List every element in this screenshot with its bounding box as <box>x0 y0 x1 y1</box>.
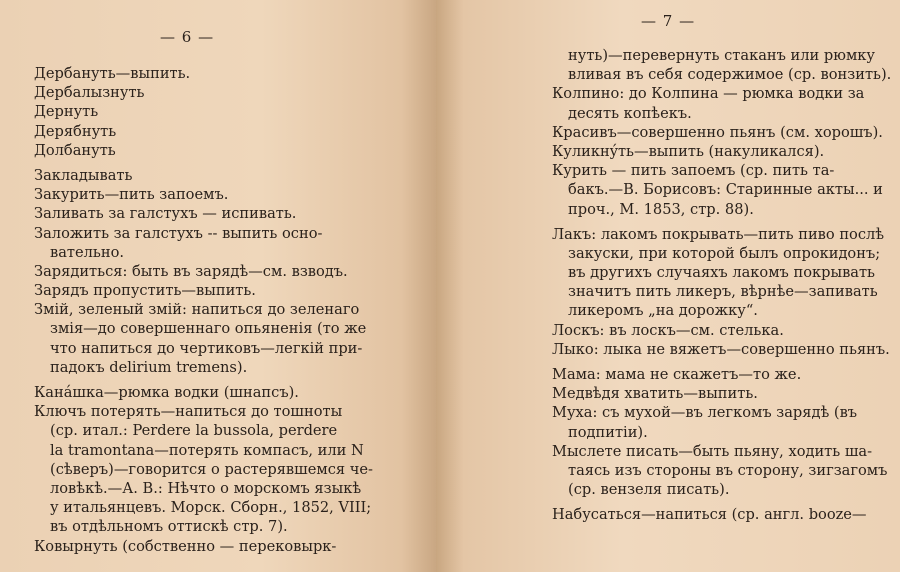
page-text <box>34 64 432 556</box>
text-line: Лакъ: лакомъ покрывать—пить пиво послѣ <box>552 225 885 243</box>
text-line: Долбануть <box>34 141 116 159</box>
text-line: Канáшка—рюмка водки (шнапсъ). <box>34 384 299 401</box>
text-line: Закурить—пить запоемъ. <box>34 186 229 204</box>
text-line: змiя—до совершеннаго опьяненiя (то же <box>50 320 367 338</box>
text-line: Зарядъ пропустить—выпить. <box>34 282 256 300</box>
text-line: что напиться до чертиковъ—легкiй при- <box>50 339 363 357</box>
text-line: Закладывать <box>34 166 133 184</box>
text-line: десять копѣекъ. <box>568 104 692 122</box>
left-page <box>0 0 436 572</box>
text-line: значитъ пить ликеръ, вѣрнѣе—запивать <box>568 283 878 301</box>
page-number: — 7 — <box>641 12 696 30</box>
text-line: подпитiи). <box>568 423 648 441</box>
text-line: Змiй, зеленый змiй: напиться до зеленаго <box>34 301 360 319</box>
text-line: la tramontana—потерять компасъ, или N <box>50 441 364 459</box>
text-line: Заложить за галстухъ -- выпить осно- <box>34 224 323 242</box>
text-line: Лыко: лыка не вяжетъ—совершенно пьянъ. <box>552 340 890 358</box>
text-line: бакъ.—В. Борисовъ: Старинные акты... и <box>568 181 883 199</box>
text-line: (ср. итал.: Perdere la bussola, perdere <box>50 422 338 440</box>
text-line: нуть)—перевернуть стаканъ или рюмку <box>568 47 876 64</box>
text-line: Набусаться—напиться (ср. англ. booze— <box>552 506 867 524</box>
page-text <box>552 46 900 525</box>
text-line: ликеромъ „на дорожку“. <box>568 302 758 320</box>
text-line: Медвѣдя хватить—выпить. <box>552 385 758 403</box>
text-line: Дербануть—выпить. <box>34 65 191 82</box>
text-line: закуски, при которой былъ опрокидонъ; <box>568 244 881 262</box>
text-line: (ср. вензеля писать). <box>568 481 730 499</box>
text-line: (сѣверъ)—говорится о растерявшемся че- <box>50 460 373 478</box>
text-line: вливая въ себя содержимое (ср. вонзить). <box>568 66 892 84</box>
text-line: Курить — пить запоемъ (ср. пить та- <box>552 162 835 180</box>
text-line: падокъ delirium tremens). <box>50 358 248 376</box>
text-line: Заливать за галстухъ — испивать. <box>34 205 297 223</box>
text-line: Ковырнуть (собственно — перековырк- <box>34 537 337 555</box>
text-line: въ отдѣльномъ оттискѣ стр. 7). <box>50 518 288 536</box>
text-line: проч., М. 1853, стр. 88). <box>568 200 754 218</box>
text-line: Дербалызнуть <box>34 84 145 102</box>
text-line: ловѣкѣ.—А. В.: Нѣчто о морскомъ языкѣ <box>50 479 362 497</box>
text-line: Дерябнуть <box>34 122 117 140</box>
text-line: Муха: съ мухой—въ легкомъ зарядѣ (въ <box>552 404 858 422</box>
text-line: Мыслете писать—быть пьяну, ходить ша- <box>552 442 873 460</box>
text-line: Зарядиться: быть въ зарядѣ—см. взводъ. <box>34 262 348 280</box>
text-line: у итальянцевъ. Морск. Сборн., 1852, VIII; <box>50 499 372 517</box>
text-line: Куликнýть—выпить (накуликался). <box>552 142 825 160</box>
text-line: Мама: мама не скажетъ—то же. <box>552 366 802 383</box>
text-line: Красивъ—совершенно пьянъ (см. хорошъ). <box>552 123 883 141</box>
text-line: Дернуть <box>34 103 99 121</box>
page-number: — 6 — <box>160 28 215 46</box>
text-line: вательно. <box>50 243 124 261</box>
text-line: въ другихъ случаяхъ лакомъ покрывать <box>568 264 876 282</box>
text-line: Лоскъ: въ лоскъ—см. стелька. <box>552 321 784 339</box>
right-page <box>436 0 900 572</box>
text-line: Колпино: до Колпина — рюмка водки за <box>552 85 865 103</box>
text-line: таясь изъ стороны въ сторону, зигзагомъ <box>568 461 888 479</box>
text-line: Ключъ потерять—напиться до тошноты <box>34 403 343 421</box>
